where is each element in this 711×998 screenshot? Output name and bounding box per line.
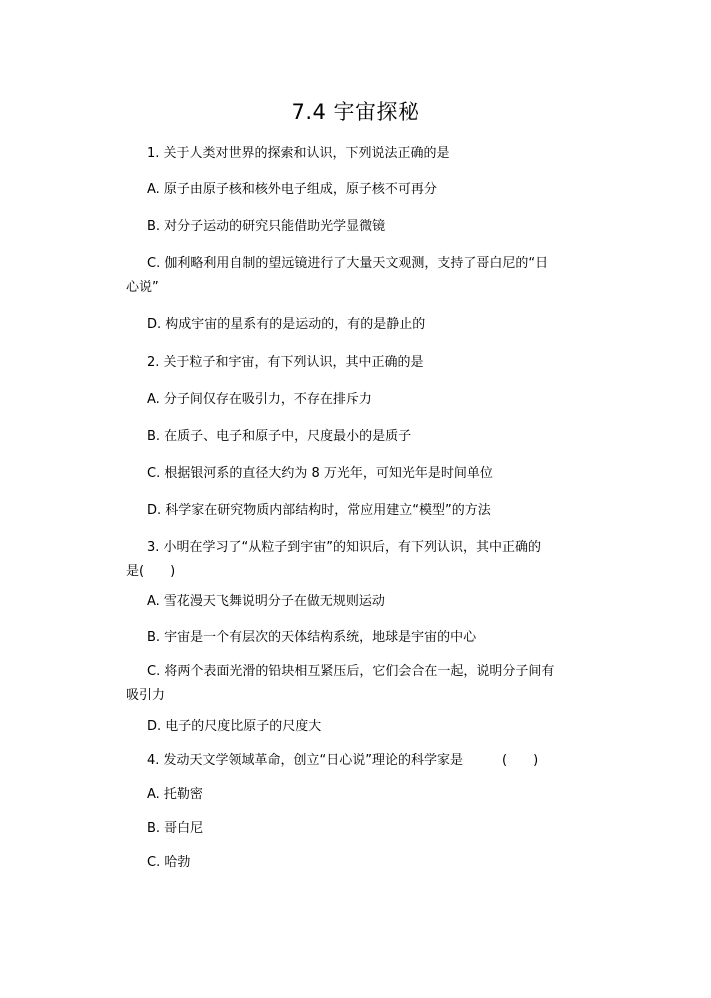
text-line: B. 对分子运动的研究只能借助光学显微镜 <box>147 219 386 234</box>
question-3-option-a <box>126 590 591 614</box>
text-line: B. 宇宙是一个有层次的天体结构系统，地球是宇宙的中心 <box>147 630 477 645</box>
page-title: 7.4 宇宙探秘 <box>291 100 420 124</box>
question-3-option-c <box>126 660 591 708</box>
text-line: 2. 关于粒子和宇宙，有下列认识，其中正确的是 <box>147 355 424 370</box>
question-3-option-d <box>126 715 591 739</box>
question-2-option-a <box>126 388 591 412</box>
text-line: A. 托勒密 <box>147 787 203 802</box>
text-line: A. 原子由原子核和核外电子组成，原子核不可再分 <box>147 182 437 197</box>
question-4-stem <box>126 749 591 773</box>
question-2-option-b <box>126 425 591 449</box>
question-1-option-b <box>126 215 591 239</box>
text-line: A. 分子间仅存在吸引力，不存在排斥力 <box>147 392 372 407</box>
question-2-stem <box>126 351 591 375</box>
text-line: B. 在质子、电子和原子中，尺度最小的是质子 <box>147 429 412 444</box>
text-line: A. 雪花漫天飞舞说明分子在做无规则运动 <box>147 594 385 609</box>
text-line: 是( ) <box>126 564 176 579</box>
text-line: C. 伽利略利用自制的望远镜进行了大量天文观测，支持了哥白尼的“日 <box>147 256 549 271</box>
question-4-option-a <box>126 783 591 807</box>
question-4-option-b <box>126 817 591 841</box>
question-1-stem <box>126 142 591 166</box>
question-1-option-c <box>126 252 591 300</box>
text-line: 3. 小明在学习了“从粒子到宇宙”的知识后，有下列认识，其中正确的 <box>147 540 542 555</box>
text-line: C. 将两个表面光滑的铅块相互紧压后，它们会合在一起，说明分子间有 <box>147 664 555 679</box>
question-1-option-a <box>126 178 591 202</box>
text-line: 1. 关于人类对世界的探索和认识，下列说法正确的是 <box>147 146 450 161</box>
text-line: D. 科学家在研究物质内部结构时，常应用建立“模型”的方法 <box>147 503 491 518</box>
question-2-option-d <box>126 499 591 523</box>
text-line: C. 根据银河系的直径大约为 8 万光年，可知光年是时间单位 <box>147 466 493 481</box>
text-line: C. 哈勃 <box>147 855 191 870</box>
text-line: 吸引力 <box>126 688 166 703</box>
question-2-option-c <box>126 462 591 486</box>
question-3-stem <box>126 536 591 584</box>
text-line: 心说” <box>126 280 159 295</box>
text-line: D. 电子的尺度比原子的尺度大 <box>147 719 322 734</box>
text-line: 4. 发动天文学领域革命，创立“日心说”理论的科学家是 ( ) <box>147 753 539 768</box>
question-4-option-c <box>126 851 591 875</box>
question-3-option-b <box>126 626 591 650</box>
text-line: D. 构成宇宙的星系有的是运动的，有的是静止的 <box>147 317 426 332</box>
text-line: B. 哥白尼 <box>147 821 204 836</box>
question-1-option-d <box>126 313 591 337</box>
